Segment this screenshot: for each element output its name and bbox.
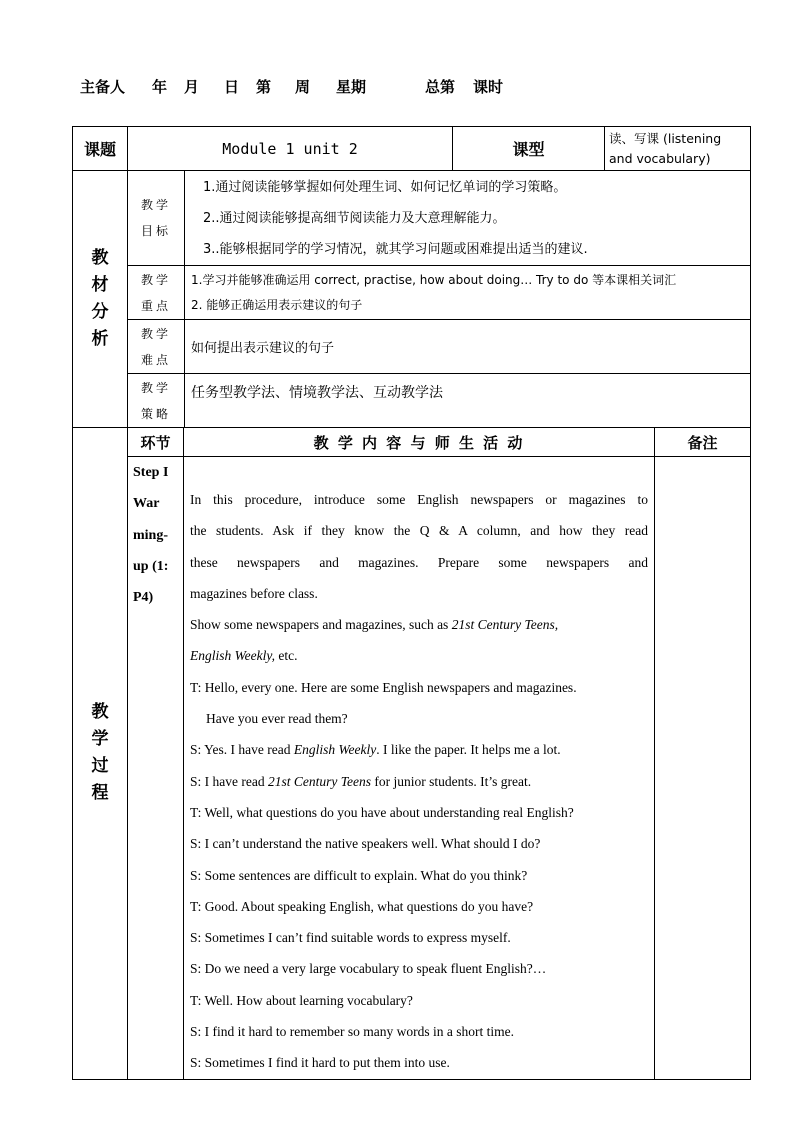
header-day: 日 [224, 78, 240, 96]
goal-label-line: 目标 [140, 224, 171, 238]
strategy-line: 任务型教学法、情境教学法、互动教学法 [191, 385, 443, 401]
goal-label [128, 171, 185, 266]
process-label-char: 过 [91, 756, 109, 777]
header-preparer: 主备人 [80, 78, 126, 96]
header-month: 月 [184, 78, 200, 96]
focus-label-line: 重点 [140, 298, 171, 313]
process-label-char: 教 [91, 702, 109, 723]
dialogue-line: S: Some sentences are difficult to explain. What do you think? [190, 867, 528, 883]
dialogue-line: T: Well, what questions do you have about understanding real English? [190, 804, 574, 820]
strategy-label-line: 教学 [140, 380, 171, 395]
activity-line [190, 640, 648, 671]
dialogue-line [190, 734, 648, 765]
dialogue-line: S: Sometimes I can’t find suitable words to express myself. [190, 930, 511, 946]
lesson-info-table [72, 126, 751, 428]
difficulty-content [185, 320, 751, 374]
step-line: ming- [133, 527, 168, 543]
dialogue-text: . I like the paper. It helps me a lot. [376, 742, 561, 758]
type-value: 读、写课 (listening and vocabulary) [605, 127, 751, 171]
activity-text: etc. [278, 648, 298, 664]
strategy-label [128, 374, 185, 428]
header-week: 周 [295, 78, 311, 96]
note-column-header: 备注 [655, 428, 751, 457]
dialogue-line: S: Sometimes I find it hard to put them into use. [190, 1055, 450, 1071]
strategy-content [185, 374, 751, 428]
dialogue-line [190, 766, 648, 797]
goal-line: 3..能够根据同学的学习情况，就其学习问题或困难提出适当的建议. [203, 241, 588, 257]
dialogue-text: S: Yes. I have read [190, 742, 291, 758]
dialogue-text: S: I have read [190, 773, 265, 789]
difficulty-label [128, 320, 185, 374]
header-year: 年 [152, 78, 168, 96]
step-line: P4) [133, 590, 154, 606]
focus-line: 1.学习并能够准确运用 correct, practise, how about doing… Try to do 等本课相关词汇 [191, 272, 677, 287]
goal-content [185, 171, 751, 266]
activity-line: the students. Ask if they know the Q & A column, and how they read [190, 523, 648, 539]
magazine-title: 21st Century Teens [267, 773, 371, 789]
difficulty-line: 如何提出表示建议的句子 [191, 341, 335, 356]
magazine-title: English Weekly [293, 742, 377, 758]
magazine-title: English Weekly, [190, 648, 275, 664]
step-column-header: 环节 [128, 428, 184, 457]
analysis-label-char: 析 [91, 329, 109, 349]
process-label [73, 428, 128, 1080]
dialogue-text: for junior students. It’s great. [374, 773, 532, 789]
activity-text: Show some newspapers and magazines, such as [190, 617, 449, 633]
dialogue-line: T: Well. How about learning vocabulary? [190, 992, 413, 1008]
activity-line [190, 609, 648, 640]
dialogue-line: T: Hello, every one. Here are some English newspapers and magazines. [190, 679, 577, 695]
process-label-char: 学 [91, 729, 109, 750]
focus-label [128, 266, 185, 320]
process-label-char: 程 [91, 783, 109, 804]
goal-line: 2..通过阅读能够提高细节阅读能力及大意理解能力。 [203, 210, 506, 226]
focus-label-line: 教学 [140, 272, 171, 287]
topic-label: 课题 [73, 127, 128, 171]
step-line: War [133, 496, 160, 512]
analysis-label-char: 教 [91, 248, 109, 268]
activity-content [184, 457, 655, 1080]
step-cell [128, 457, 184, 1080]
dialogue-line: T: Good. About speaking English, what questions do you have? [190, 898, 534, 914]
header-weekday: 星期 [336, 78, 367, 96]
dialogue-line: S: I find it hard to remember so many words in a short time. [190, 1024, 514, 1040]
teaching-process-table [72, 427, 751, 1080]
header-period: 课时 [473, 78, 504, 96]
magazine-title: 21st Century Teens, [451, 617, 559, 633]
activity-line: In this procedure, introduce some English newspapers or magazines to [190, 492, 648, 507]
difficulty-label-line: 教学 [140, 326, 171, 341]
step-line: up (1: [133, 558, 169, 574]
analysis-label-char: 分 [91, 302, 109, 322]
topic-value: Module 1 unit 2 [128, 127, 453, 171]
analysis-label [73, 171, 128, 428]
dialogue-line: S: I can’t understand the native speakers well. What should I do? [190, 836, 541, 852]
note-cell [655, 457, 751, 1080]
dialogue-line: Have you ever read them? [206, 711, 348, 727]
step-line: Step I [133, 465, 169, 480]
difficulty-label-line: 难点 [140, 352, 171, 367]
focus-line: 2. 能够正确运用表示建议的句子 [191, 297, 363, 312]
activity-line: these newspapers and magazines. Prepare some newspapers and [190, 554, 648, 570]
header-total: 总第 [425, 78, 456, 96]
header-di: 第 [256, 78, 272, 96]
content-column-header: 教 学 内 容 与 师 生 活 动 [184, 428, 655, 457]
goal-line: 1.通过阅读能够掌握如何处理生词、如何记忆单词的学习策略。 [203, 179, 567, 195]
activity-line: magazines before class. [190, 585, 318, 601]
strategy-label-line: 策略 [140, 406, 171, 421]
focus-content [185, 266, 751, 320]
analysis-label-char: 材 [91, 275, 109, 295]
goal-label-line: 教学 [140, 198, 171, 212]
type-label: 课型 [453, 127, 605, 171]
dialogue-line: S: Do we need a very large vocabulary to speak fluent English?… [190, 961, 547, 977]
